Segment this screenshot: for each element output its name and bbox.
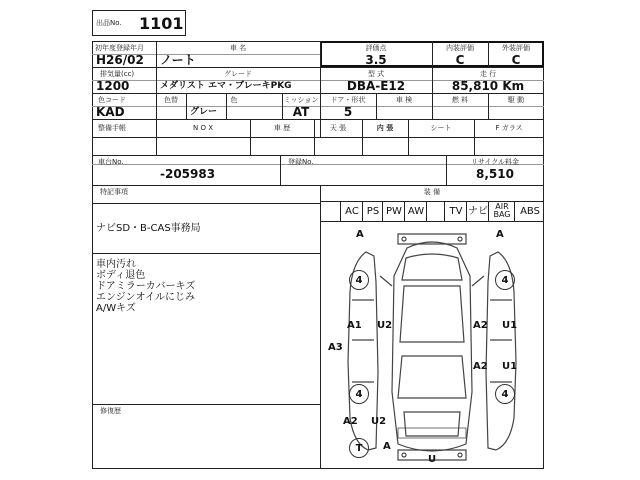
color-code-value: KAD <box>96 105 125 119</box>
year-label: 初年度登録年月 <box>95 44 144 52</box>
equip-ps: PS <box>362 202 383 221</box>
defect-2: ボディ退色 <box>96 270 146 281</box>
mark-side-right-2: U1 <box>502 320 518 331</box>
equip-tv: TV <box>444 202 467 221</box>
seat-label: シート <box>430 124 452 132</box>
score-value: 3.5 <box>365 53 387 67</box>
interior-score-label: 内装評価 <box>446 44 474 52</box>
mark-rear-u: U <box>428 454 437 465</box>
manual-label: 整備手帳 <box>98 124 126 132</box>
color-label: 色 <box>230 96 238 104</box>
registration-label: 登録No. <box>288 158 314 166</box>
equip-airbag: AIR BAG <box>488 202 515 222</box>
mileage-value: 85,810 Km <box>451 79 525 93</box>
mission-label: ミッション <box>283 96 319 104</box>
color-value: グレー <box>190 107 218 117</box>
lot-label: 出品No. <box>96 19 122 27</box>
nox-label: N O X <box>193 124 213 132</box>
equip-ac: AC <box>340 202 363 221</box>
sunroof-label: 天 張 <box>329 124 347 132</box>
mark-side-left-3: A3 <box>328 342 343 353</box>
interior-trim-label: 内 張 <box>376 124 394 132</box>
mark-side-right-1: A2 <box>473 320 488 331</box>
model-value: ノート <box>160 53 196 67</box>
mark-side-left-2: U2 <box>377 320 393 331</box>
drive-label: 駆 動 <box>507 96 525 104</box>
exterior-score-label: 外装評価 <box>502 44 530 52</box>
defect-3: ドアミラーカバーキズ <box>96 281 196 292</box>
equip-blank <box>426 202 445 221</box>
lot-number: 1101 <box>139 14 184 33</box>
year-value: H26/02 <box>96 53 144 67</box>
cc-value: 1200 <box>96 79 130 93</box>
fuel-label: 燃 料 <box>451 96 469 104</box>
type-label: 型 式 <box>367 70 385 78</box>
recycle-label: リサイクル料金 <box>470 158 520 166</box>
mark-rear-left-2: U2 <box>371 416 387 427</box>
chassis-label: 車台No. <box>98 158 124 166</box>
glass-label: F ガラス <box>495 124 523 132</box>
tire-rear-left: 4 <box>349 384 369 404</box>
mileage-label: 走 行 <box>479 70 497 78</box>
tire-front-right: 4 <box>495 270 515 290</box>
history-label: 車 歴 <box>273 124 291 132</box>
equip-navi: ナビ <box>466 202 489 221</box>
equip-aw: AW <box>404 202 427 221</box>
defect-4: エンジンオイルにじみ <box>96 292 195 303</box>
tire-front-left: 4 <box>349 270 369 290</box>
doors-value: 5 <box>343 105 353 119</box>
model-label: 車 名 <box>229 44 247 52</box>
mark-side-left-1: A1 <box>347 320 362 331</box>
mark-rear-a: A <box>383 441 391 452</box>
inspection-label: 車 検 <box>395 96 413 104</box>
tire-rear-right: 4 <box>495 384 515 404</box>
type-value: DBA-E12 <box>346 79 406 93</box>
mark-side-right-4: U1 <box>502 361 518 372</box>
equipment-label: 装 備 <box>423 188 441 196</box>
mark-side-right-3: A2 <box>473 361 488 372</box>
cc-label: 排気量(cc) <box>100 70 135 78</box>
car-diagram <box>322 222 542 468</box>
repair-label: 修復歴 <box>100 407 121 415</box>
lot-box <box>92 10 186 36</box>
grade-value: メダリスト エマ・ブレーキPKG <box>160 81 292 91</box>
defect-5: A/Wキズ <box>96 303 136 314</box>
doors-label: ドア・形状 <box>330 96 366 104</box>
mark-rear-left-1: A2 <box>343 416 358 427</box>
recolor-label: 色替 <box>164 96 178 104</box>
recycle-value: 8,510 <box>476 167 514 181</box>
mark-front-left: A <box>356 229 364 240</box>
chassis-value: -205983 <box>160 167 216 181</box>
equip-pw: PW <box>382 202 405 221</box>
equip-abs: ABS <box>514 202 545 221</box>
mission-value: AT <box>292 105 310 119</box>
grade-label: グレード <box>224 70 252 78</box>
score-label: 評価点 <box>365 44 387 52</box>
defect-1: 車内汚れ <box>96 259 136 270</box>
exterior-score-value: C <box>511 53 521 67</box>
spare-tire: T <box>349 438 369 458</box>
notes-label: 特記事項 <box>100 188 128 196</box>
notes-line1: ナビSD・B-CAS事務局 <box>96 223 201 234</box>
color-code-label: 色コード <box>98 96 126 104</box>
interior-score-value: C <box>455 53 465 67</box>
mark-front-right: A <box>496 229 504 240</box>
